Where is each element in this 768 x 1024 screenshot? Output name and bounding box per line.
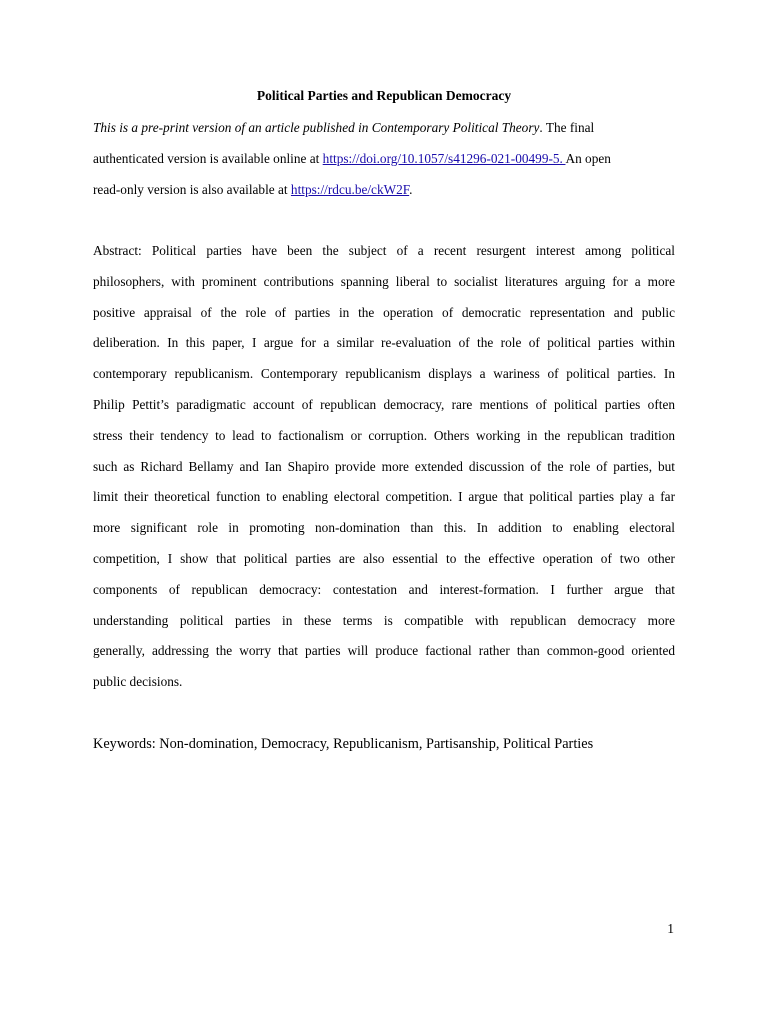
preprint-after-intro: . The final (539, 120, 595, 135)
abstract-line: Abstract: Political parties have been the subject of a recent resurgent interest among political (93, 243, 675, 258)
rdcu-link[interactable]: https://rdcu.be/ckW2F (290, 181, 410, 197)
preprint-notice (93, 113, 675, 205)
doi-link[interactable]: https://doi.org/10.1057/s41296-021-00499-5. (322, 150, 566, 166)
abstract-line: Philip Pettit’s paradigmatic account of republican democracy, rare mentions of political parties often (93, 396, 675, 412)
abstract-line: deliberation. In this paper, I argue for a similar re-evaluation of the role of political parties within (93, 335, 675, 351)
abstract-line: contemporary republicanism. Contemporary republicanism displays a wariness of political parties. In (93, 366, 675, 382)
preprint-line-1 (93, 113, 675, 144)
page-number: 1 (667, 921, 674, 936)
abstract-line: philosophers, with prominent contributions spanning liberal to socialist literatures arguing for a more (93, 273, 675, 289)
preprint-line-3 (93, 175, 675, 206)
preprint-italic-intro: This is a pre-print version of an article published in Contemporary Political Theory (93, 120, 540, 135)
keywords: Keywords: Non-domination, Democracy, Republicanism, Partisanship, Political Parties (93, 736, 594, 752)
preprint-line-2-after: An open (565, 150, 611, 166)
abstract-line: competition, I show that political parties are also essential to the effective operation of two other (93, 550, 675, 566)
abstract (93, 236, 675, 698)
abstract-line: stress their tendency to lead to factionalism or corruption. Others working in the republican tradition (93, 427, 675, 443)
paper-title: Political Parties and Republican Democracy (256, 88, 512, 103)
preprint-line-3-after: . (409, 181, 413, 197)
abstract-line: understanding political parties in these terms is compatible with republican democracy more (93, 612, 675, 628)
abstract-line: positive appraisal of the role of parties in the operation of democratic representation and public (93, 304, 675, 320)
abstract-line: public decisions. (93, 674, 183, 690)
abstract-line: components of republican democracy: contestation and interest-formation. I further argue that (93, 581, 675, 597)
preprint-line-3-text: read-only version is also available at (93, 181, 291, 197)
preprint-line-2-text: authenticated version is available online at (93, 150, 323, 166)
preprint-line-2 (93, 144, 675, 175)
abstract-line: such as Richard Bellamy and Ian Shapiro provide more extended discussion of the role of parties, but (93, 458, 675, 474)
abstract-line: generally, addressing the worry that parties will produce factional rather than common-good oriented (93, 643, 675, 659)
abstract-line: limit their theoretical function to enabling electoral competition. I argue that political parties play a far (93, 489, 675, 505)
abstract-line: more significant role in promoting non-domination than this. In addition to enabling electoral (93, 520, 675, 536)
